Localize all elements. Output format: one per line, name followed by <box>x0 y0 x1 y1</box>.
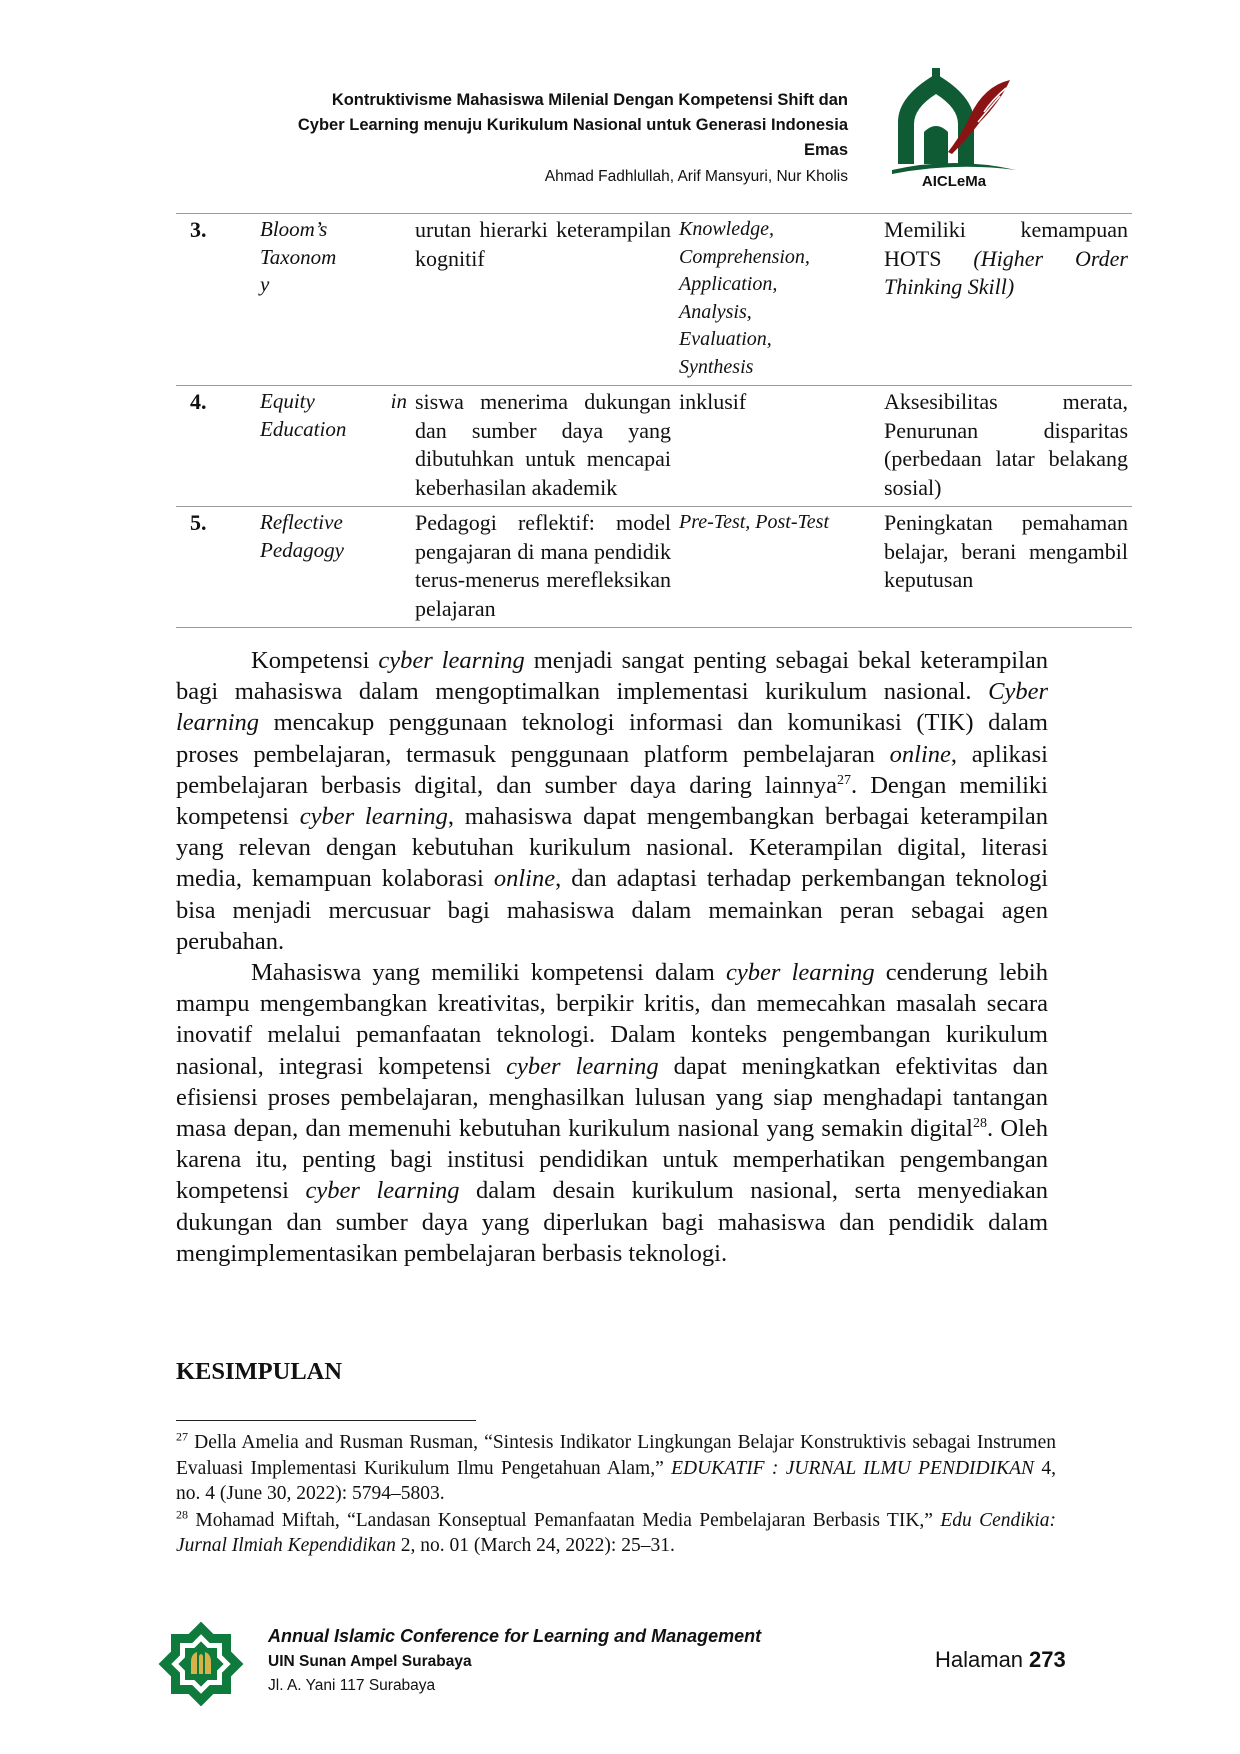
table-row <box>176 507 1132 628</box>
footnote-separator <box>176 1420 476 1421</box>
indicator-cell <box>675 214 880 386</box>
indicator-line: Synthesis <box>679 355 754 378</box>
page-number-value: 273 <box>1029 1647 1066 1672</box>
concept-line: Bloom’s <box>260 217 328 241</box>
page-label: Halaman <box>935 1647 1024 1672</box>
indicator-line: Comprehension, <box>679 245 810 268</box>
body-text <box>176 645 1048 1269</box>
result-cell: Aksesibilitas merata, Penurunan disparitas (perbedaan latar belakang sosial) <box>880 386 1132 507</box>
header-title-line-1: Kontruktivisme Mahasiswa Milenial Dengan Kompetensi Shift dan <box>331 91 848 109</box>
result-cell <box>880 214 1132 386</box>
indicator-line: Evaluation, <box>679 328 772 350</box>
conference-name: Annual Islamic Conference for Learning and Management <box>268 1626 762 1646</box>
concept-cell <box>256 507 411 628</box>
section-heading: KESIMPULAN <box>176 1358 343 1385</box>
running-header <box>208 88 848 189</box>
row-number: 4. <box>176 386 256 507</box>
footnote-ref-27[interactable]: 27 <box>837 772 852 788</box>
result-italic-text: (Higher Order Thinking Skill) <box>884 245 1128 299</box>
concept-line: Equity in <box>260 389 407 413</box>
indicator-line: Application, <box>679 273 778 295</box>
indicator-cell: Pre-Test, Post-Test <box>675 507 880 628</box>
concept-line: Education <box>260 416 347 441</box>
university-name: UIN Sunan Ampel Surabaya <box>268 1653 472 1670</box>
row-number: 3. <box>176 214 256 386</box>
footnote-28: $^{28}$ Mohamad Miftah, “Landasan Konseptual Pemanfaatan Media Pembelajaran Berbasis TIK,” Edu Cendikia: Jurnal Ilmiah Kependidikan 2, no. 01 (March 24, 2022): 25–31. <box>176 1507 1057 1556</box>
concept-table <box>176 213 1132 628</box>
concept-line: y <box>260 272 270 296</box>
header-title-line-3: Emas <box>803 141 848 159</box>
indicator-cell: inklusif <box>675 386 880 507</box>
result-cell: Peningkatan pemahaman belajar, berani mengambil keputusan <box>880 507 1132 628</box>
concept-cell <box>256 214 411 386</box>
footnote-number: 28 <box>176 1507 188 1521</box>
concept-cell <box>256 386 411 507</box>
page-number <box>935 1647 1066 1673</box>
concept-line: Taxonom <box>260 244 337 269</box>
uin-logo <box>155 1618 247 1710</box>
header-authors: Ahmad Fadhlullah, Arif Mansyuri, Nur Kholis <box>544 168 848 185</box>
table-row <box>176 386 1132 507</box>
footer-info <box>268 1622 761 1698</box>
logo-wordmark: AICLeMa <box>921 173 987 188</box>
row-number: 5. <box>176 507 256 628</box>
indicator-line: Analysis, <box>679 300 752 323</box>
footnotes <box>176 1430 1056 1560</box>
logo-inner-door <box>924 126 948 164</box>
definition-cell: Pedagogi reflektif: model pengajaran di mana pendidik terus-menerus merefleksikan pelajaran <box>411 507 675 628</box>
result-text: Memiliki kemampuan HOTS <box>884 217 1128 271</box>
footnote-number: 27 <box>176 1429 188 1444</box>
logo-arch-finial <box>932 68 940 78</box>
logo-gold-emblem <box>191 1652 211 1674</box>
definition-cell: siswa menerima dukungan dan sumber daya yang dibutuhkan untuk mencapai keberhasilan akademik <box>411 386 675 507</box>
concept-line: Pedagogy <box>260 537 344 562</box>
aiclema-logo <box>888 66 1020 188</box>
paragraph-2: Mahasiswa yang memiliki kompetensi dalam cyber learning cenderung lebih mampu mengembangkan kreativitas, berpikir kritis, dan memecahkan masalah secara inovatif melalui pemanfaatan teknologi. Dalam konteks pengembangan kurikulum nasional, integrasi kompetensi cyber learning dapat meningkatkan efektivitas dan efisiensi proses pembelajaran, menghasilkan lulusan yang siap menghadapi tantangan masa depan, dan memenuhi kebutuhan kurikulum nasional yang semakin digital$^{28}$. Oleh karena itu, penting bagi institusi pendidikan untuk memperhatikan pengembangan kompetensi cyber learning dalam desain kurikulum nasional, serta menyediakan dukungan dan sumber daya yang diperlukan bagi mahasiswa dan pendidik dalam mengimplementasikan pembelajaran berbasis teknologi. <box>176 959 1049 1267</box>
indicator-line: Knowledge, <box>679 218 774 240</box>
concept-line: Reflective <box>260 510 343 534</box>
university-address: Jl. A. Yani 117 Surabaya <box>268 1677 436 1694</box>
footnote-27: $^{27}$ Della Amelia and Rusman Rusman, “Sintesis Indikator Lingkungan Belajar Konstruktivis sebagai Instrumen Evaluasi Implementasi Kurikulum Ilmu Pengetahuan Alam,” EDUKATIF : JURNAL ILMU PENDIDIKAN 4, no. 4 (June 30, 2022): 5794–5803. <box>176 1429 1056 1504</box>
paragraph-1: Kompetensi cyber learning menjadi sangat penting sebagai bekal keterampilan bagi mahasiswa dalam mengoptimalkan implementasi kurikulum nasional. Cyber learning mencakup penggunaan teknologi informasi dan komunikasi (TIK) dalam proses pembelajaran, termasuk penggunaan platform pembelajaran online, aplikasi pembelajaran berbasis digital, dan sumber daya daring lainnya$^{27}$. Dengan memiliki kompetensi cyber learning, mahasiswa dapat mengembangkan berbagai keterampilan yang relevan dengan kebutuhan kurikulum nasional. Keterampilan digital, literasi media, kemampuan kolaborasi online, dan adaptasi terhadap perkembangan teknologi bisa menjadi mercusuar bagi mahasiswa dalam memainkan peran sebagai agen perubahan. <box>176 647 1049 955</box>
header-title-line-2: Cyber Learning menuju Kurikulum Nasional untuk Generasi Indonesia <box>297 116 848 134</box>
footnote-ref-28[interactable]: 28 <box>972 1115 987 1131</box>
table-row <box>176 214 1132 386</box>
definition-cell: urutan hierarki keterampilan kognitif <box>411 214 675 386</box>
